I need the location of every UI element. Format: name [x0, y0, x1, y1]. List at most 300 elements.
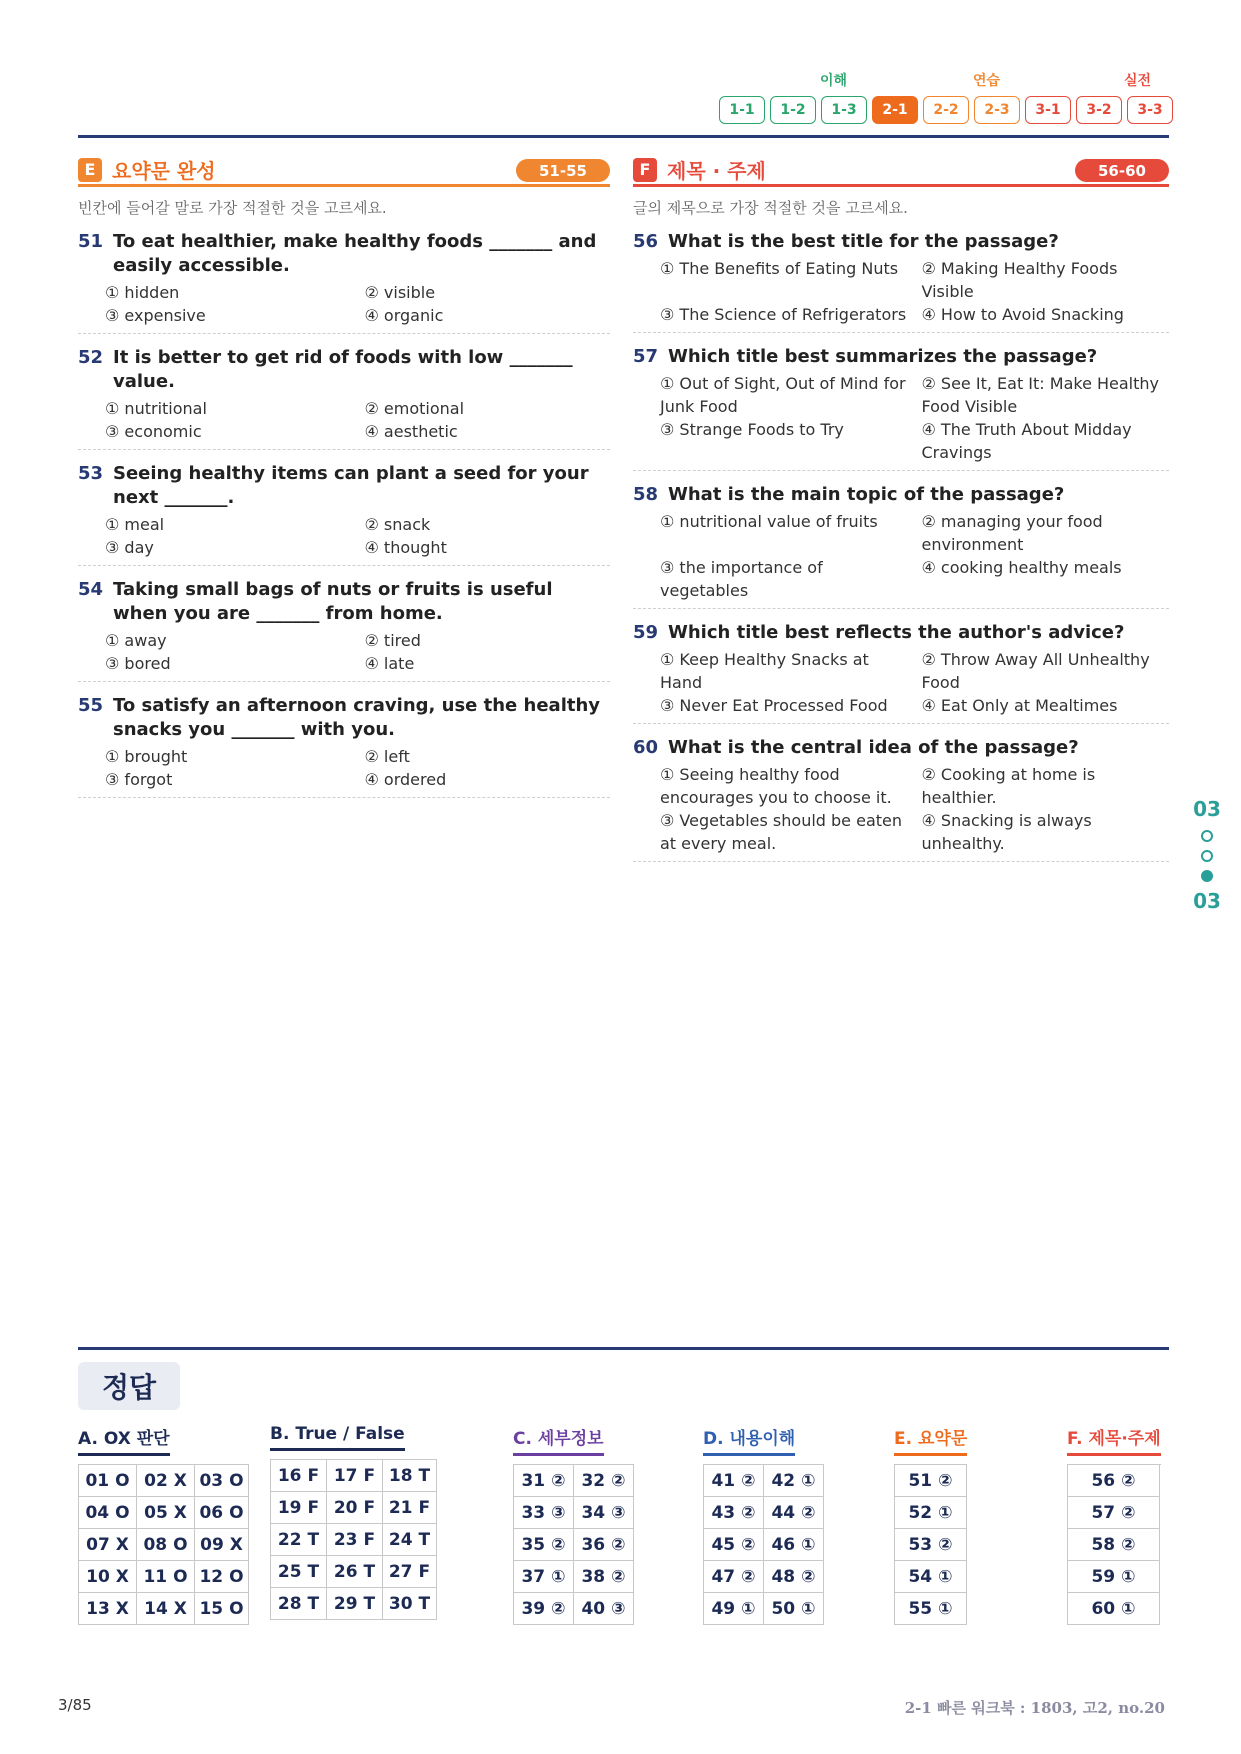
answer-number: 42	[771, 1470, 796, 1491]
answer-group	[703, 1424, 824, 1625]
question-stem	[633, 736, 1169, 760]
answer-number: 29	[333, 1593, 358, 1614]
question-59	[633, 621, 1169, 724]
answer-number: 31	[521, 1470, 546, 1491]
answer-cell	[271, 1588, 327, 1620]
answer-option[interactable]: ③ Strange Foods to Try	[660, 420, 844, 439]
answer-value: ②	[938, 1534, 953, 1555]
answer-cell	[704, 1529, 764, 1561]
answer-number: 13	[86, 1598, 110, 1619]
answer-value: X	[173, 1598, 187, 1619]
question-text: What is the main topic of the passage?	[668, 484, 1065, 505]
question-text: Taking small bags of nuts or fruits is useful when you are _______ from home.	[113, 579, 553, 624]
answer-cell	[383, 1556, 437, 1588]
answer-value: ②	[801, 1502, 816, 1523]
answer-cell	[1068, 1497, 1160, 1529]
answer-cell	[514, 1561, 574, 1593]
answer-cell	[137, 1561, 195, 1593]
answer-option[interactable]: ④ Snacking is always unhealthy.	[921, 811, 1092, 853]
answer-option[interactable]: ③ Never Eat Processed Food	[660, 696, 888, 715]
answer-value: O	[229, 1598, 244, 1619]
answer-option[interactable]: ② tired	[364, 631, 421, 650]
answer-cell	[195, 1561, 249, 1593]
answer-value: ②	[1121, 1470, 1136, 1491]
answer-number: 02	[144, 1470, 168, 1491]
answer-number: 20	[333, 1497, 358, 1518]
answer-value: ②	[741, 1502, 756, 1523]
answer-value: O	[173, 1534, 188, 1555]
answer-cell	[895, 1529, 967, 1561]
answer-option[interactable]: ① Seeing healthy food encourages you to choose it.	[660, 765, 892, 807]
answer-value: F	[307, 1497, 320, 1518]
answer-number: 48	[771, 1566, 796, 1587]
answer-option[interactable]: ④ thought	[364, 538, 447, 557]
answer-value: ②	[1121, 1534, 1136, 1555]
answer-number: 41	[711, 1470, 736, 1491]
answer-number: 30	[388, 1593, 413, 1614]
answer-cell	[704, 1497, 764, 1529]
question-number: 59	[633, 622, 659, 643]
answer-value: ②	[938, 1470, 953, 1491]
answer-number: 59	[1091, 1566, 1116, 1587]
question-57	[633, 345, 1169, 471]
answer-option[interactable]: ④ cooking healthy meals	[921, 558, 1122, 577]
answer-option[interactable]: ① brought	[105, 747, 188, 766]
answer-cell	[137, 1529, 195, 1561]
section-e-range: 51-55	[516, 159, 610, 182]
answer-value: ②	[741, 1566, 756, 1587]
answer-option[interactable]: ① hidden	[105, 283, 180, 302]
answer-value: X	[173, 1470, 187, 1491]
answer-option[interactable]: ② snack	[364, 515, 431, 534]
answer-value: F	[418, 1561, 431, 1582]
progress-dot-empty	[1201, 850, 1213, 862]
answer-number: 46	[771, 1534, 796, 1555]
answer-value: F	[363, 1497, 376, 1518]
answer-value: T	[363, 1593, 376, 1614]
answer-cell	[764, 1529, 824, 1561]
answer-number: 17	[333, 1465, 358, 1486]
answer-number: 28	[277, 1593, 302, 1614]
answer-value: T	[418, 1593, 431, 1614]
answer-group	[513, 1424, 634, 1625]
answer-cell	[514, 1593, 574, 1625]
answer-option[interactable]: ③ The Science of Refrigerators	[660, 305, 907, 324]
top-divider	[78, 135, 1169, 138]
question-53	[78, 462, 610, 566]
answer-value: ①	[551, 1566, 566, 1587]
answer-group	[1067, 1424, 1161, 1625]
question-number: 54	[78, 579, 104, 600]
answer-value: O	[229, 1566, 244, 1587]
question-stem	[78, 462, 610, 510]
answer-cell	[195, 1593, 249, 1625]
answer-number: 60	[1091, 1598, 1116, 1619]
answer-group	[78, 1424, 249, 1625]
section-e-instruction: 빈칸에 들어갈 말로 가장 적절한 것을 고르세요.	[78, 199, 387, 217]
answer-value: F	[307, 1465, 320, 1486]
question-54	[78, 578, 610, 682]
section-f-badge: F	[633, 158, 657, 182]
answer-value: O	[229, 1470, 244, 1491]
answer-cell	[79, 1593, 137, 1625]
section-e-title: 요약문 완성	[112, 159, 216, 183]
answer-value: X	[173, 1502, 187, 1523]
answer-number: 55	[908, 1598, 933, 1619]
answer-cell	[1068, 1465, 1160, 1497]
answer-cell	[271, 1556, 327, 1588]
answer-value: ③	[611, 1598, 626, 1619]
question-text: Which title best summarizes the passage?	[668, 346, 1098, 367]
question-number: 58	[633, 484, 659, 505]
step-3-2[interactable]: 3-2	[1076, 96, 1122, 124]
step-2-3[interactable]: 2-3	[974, 96, 1020, 124]
answer-number: 03	[199, 1470, 224, 1491]
question-number: 57	[633, 346, 659, 367]
answer-option[interactable]: ③ expensive	[105, 306, 206, 325]
answer-number: 36	[581, 1534, 606, 1555]
section-e	[78, 155, 610, 810]
answer-option[interactable]: ③ economic	[105, 422, 202, 441]
answer-number: 07	[86, 1534, 110, 1555]
chapter-number-top: 03	[1193, 797, 1221, 821]
answer-group	[894, 1424, 967, 1625]
answer-value: ②	[741, 1470, 756, 1491]
answer-cell	[574, 1561, 634, 1593]
question-stem	[78, 230, 610, 278]
answers-divider	[78, 1347, 1169, 1350]
answer-number: 05	[144, 1502, 168, 1523]
answer-option[interactable]: ③ bored	[105, 654, 171, 673]
answer-number: 23	[333, 1529, 358, 1550]
answer-cell	[195, 1465, 249, 1497]
answer-cell	[895, 1497, 967, 1529]
question-58	[633, 483, 1169, 609]
answer-number: 37	[521, 1566, 546, 1587]
answer-group-heading: A. OX 판단	[78, 1424, 170, 1456]
question-stem	[78, 578, 610, 626]
answer-option[interactable]: ② Throw Away All Unhealthy Food	[921, 650, 1150, 692]
answer-value: X	[115, 1598, 129, 1619]
question-number: 53	[78, 463, 104, 484]
answer-number: 50	[771, 1598, 796, 1619]
answer-option[interactable]: ④ late	[364, 654, 415, 673]
answer-number: 01	[85, 1470, 110, 1491]
answer-cell	[764, 1497, 824, 1529]
answer-cell	[514, 1497, 574, 1529]
answer-value: ②	[801, 1566, 816, 1587]
answer-cell	[895, 1561, 967, 1593]
answer-option[interactable]: ④ How to Avoid Snacking	[921, 305, 1124, 324]
answer-value: ②	[611, 1470, 626, 1491]
answer-cell	[764, 1465, 824, 1497]
question-stem	[633, 345, 1169, 369]
section-f-range: 56-60	[1075, 159, 1169, 182]
answer-value: X	[115, 1534, 129, 1555]
answer-value: T	[307, 1529, 320, 1550]
answer-option[interactable]: ② left	[364, 747, 410, 766]
step-1-2[interactable]: 1-2	[770, 96, 816, 124]
step-3-3[interactable]: 3-3	[1127, 96, 1173, 124]
answer-cell	[574, 1593, 634, 1625]
answer-value: O	[229, 1502, 244, 1523]
question-text: What is the central idea of the passage?	[668, 737, 1079, 758]
answer-value: ①	[1121, 1598, 1136, 1619]
answer-value: ①	[938, 1502, 953, 1523]
answer-cell	[327, 1524, 383, 1556]
question-number: 60	[633, 737, 659, 758]
question-51	[78, 230, 610, 334]
answer-cell	[327, 1460, 383, 1492]
answer-cell	[704, 1593, 764, 1625]
answer-number: 40	[581, 1598, 606, 1619]
section-f-header	[633, 155, 1169, 187]
answer-group-heading: B. True / False	[270, 1424, 405, 1451]
answer-value: F	[363, 1529, 376, 1550]
answer-number: 18	[388, 1465, 413, 1486]
answer-cell	[79, 1561, 137, 1593]
answer-value: T	[307, 1561, 320, 1582]
section-e-header	[78, 155, 610, 187]
answer-value: O	[173, 1566, 188, 1587]
answer-cell	[574, 1529, 634, 1561]
question-stem	[633, 621, 1169, 645]
answer-value: T	[363, 1561, 376, 1582]
answer-option[interactable]: ④ The Truth About Midday Cravings	[921, 420, 1132, 462]
answer-number: 16	[277, 1465, 302, 1486]
answer-option[interactable]: ④ ordered	[364, 770, 447, 789]
group-label-real: 실전	[1124, 73, 1152, 89]
answer-number: 09	[200, 1534, 224, 1555]
answer-cell	[327, 1492, 383, 1524]
answer-cell	[383, 1588, 437, 1620]
answer-option[interactable]: ③ Vegetables should be eaten at every meal.	[660, 811, 903, 853]
answer-number: 57	[1091, 1502, 1116, 1523]
answer-group	[270, 1424, 437, 1620]
step-2-1[interactable]: 2-1	[872, 96, 918, 124]
answer-option[interactable]: ③ the importance of vegetables	[660, 558, 823, 600]
answer-cell	[704, 1561, 764, 1593]
question-56	[633, 230, 1169, 333]
answer-value: T	[307, 1593, 320, 1614]
question-stem	[633, 483, 1169, 507]
answer-number: 52	[908, 1502, 933, 1523]
answer-number: 11	[143, 1566, 168, 1587]
answer-cell	[895, 1465, 967, 1497]
level-navigation	[723, 70, 1173, 118]
answer-number: 49	[711, 1598, 736, 1619]
question-text: Which title best reflects the author's advice?	[668, 622, 1125, 643]
answer-value: ①	[801, 1598, 816, 1619]
answer-option[interactable]: ② emotional	[364, 399, 465, 418]
answer-option[interactable]: ③ forgot	[105, 770, 173, 789]
answer-group-heading: F. 제목·주제	[1067, 1424, 1161, 1456]
step-3-1[interactable]: 3-1	[1025, 96, 1071, 124]
answer-number: 08	[143, 1534, 168, 1555]
answer-number: 32	[581, 1470, 606, 1491]
answer-option[interactable]: ① Out of Sight, Out of Mind for Junk Food	[660, 374, 906, 416]
answer-number: 35	[521, 1534, 546, 1555]
answer-cell	[271, 1460, 327, 1492]
answer-value: ①	[741, 1598, 756, 1619]
question-52	[78, 346, 610, 450]
answer-cell	[137, 1497, 195, 1529]
answer-option[interactable]: ④ organic	[364, 306, 444, 325]
answer-option[interactable]: ① Keep Healthy Snacks at Hand	[660, 650, 869, 692]
answer-cell	[514, 1529, 574, 1561]
answer-number: 24	[388, 1529, 413, 1550]
question-stem	[78, 346, 610, 394]
answer-number: 26	[333, 1561, 358, 1582]
answer-cell	[764, 1593, 824, 1625]
answer-number: 58	[1091, 1534, 1116, 1555]
progress-dot-empty	[1201, 830, 1213, 842]
source-label: 2-1 빠른 워크북 : 1803, 고2, no.20	[904, 1699, 1165, 1717]
answer-value: ②	[611, 1566, 626, 1587]
answers-title: 정답	[78, 1362, 180, 1410]
answer-value: O	[115, 1470, 130, 1491]
answer-option[interactable]: ① away	[105, 631, 167, 650]
answer-number: 34	[581, 1502, 606, 1523]
answer-option[interactable]: ② visible	[364, 283, 436, 302]
answer-cell	[327, 1588, 383, 1620]
question-stem	[633, 230, 1169, 254]
answer-number: 53	[908, 1534, 933, 1555]
answer-cell	[327, 1556, 383, 1588]
answer-value: X	[115, 1566, 129, 1587]
answer-value: O	[115, 1502, 130, 1523]
answer-cell	[704, 1465, 764, 1497]
question-number: 52	[78, 347, 104, 368]
question-text: What is the best title for the passage?	[668, 231, 1059, 252]
answer-value: ③	[551, 1502, 566, 1523]
answer-cell	[383, 1460, 437, 1492]
answer-option[interactable]: ④ aesthetic	[364, 422, 458, 441]
chapter-number-bottom: 03	[1193, 889, 1221, 913]
answer-cell	[574, 1465, 634, 1497]
answer-number: 12	[199, 1566, 224, 1587]
answer-cell	[195, 1529, 249, 1561]
question-55	[78, 694, 610, 798]
answer-number: 47	[711, 1566, 736, 1587]
answer-number: 06	[199, 1502, 224, 1523]
answer-cell	[383, 1524, 437, 1556]
answer-value: F	[418, 1497, 431, 1518]
answer-value: ②	[741, 1534, 756, 1555]
answer-value: T	[418, 1529, 431, 1550]
answer-value: ②	[551, 1470, 566, 1491]
answer-number: 19	[277, 1497, 302, 1518]
answer-value: T	[418, 1465, 431, 1486]
answer-value: ②	[611, 1534, 626, 1555]
answer-number: 51	[908, 1470, 933, 1491]
answer-cell	[79, 1529, 137, 1561]
step-1-1[interactable]: 1-1	[719, 96, 765, 124]
answer-number: 45	[711, 1534, 736, 1555]
question-stem	[78, 694, 610, 742]
answer-cell	[137, 1465, 195, 1497]
answer-cell	[79, 1465, 137, 1497]
section-e-badge: E	[78, 158, 102, 182]
section-f-title: 제목 · 주제	[667, 159, 766, 183]
answer-value: ①	[801, 1470, 816, 1491]
answer-number: 15	[199, 1598, 224, 1619]
answer-option[interactable]: ③ day	[105, 538, 154, 557]
answer-value: ①	[801, 1534, 816, 1555]
answer-option[interactable]: ② See It, Eat It: Make Healthy Food Visible	[921, 374, 1160, 416]
question-number: 55	[78, 695, 104, 716]
question-number: 56	[633, 231, 659, 252]
step-2-2[interactable]: 2-2	[923, 96, 969, 124]
question-text: Seeing healthy items can plant a seed for your next _______.	[113, 463, 589, 508]
answer-option[interactable]: ① nutritional	[105, 399, 207, 418]
answer-number: 56	[1091, 1470, 1116, 1491]
answer-cell	[514, 1465, 574, 1497]
answer-number: 04	[85, 1502, 110, 1523]
answer-cell	[383, 1492, 437, 1524]
answer-option[interactable]: ④ Eat Only at Mealtimes	[921, 696, 1118, 715]
answer-cell	[1068, 1529, 1160, 1561]
question-number: 51	[78, 231, 104, 252]
answer-option[interactable]: ② managing your food environment	[921, 512, 1103, 554]
answer-number: 54	[908, 1566, 933, 1587]
answer-option[interactable]: ② Making Healthy Foods Visible	[921, 259, 1118, 301]
progress-dot-filled	[1201, 870, 1213, 882]
answer-number: 10	[86, 1566, 110, 1587]
answer-option[interactable]: ① nutritional value of fruits	[660, 512, 878, 531]
answer-option[interactable]: ① meal	[105, 515, 165, 534]
answer-value: F	[363, 1465, 376, 1486]
answer-cell	[764, 1561, 824, 1593]
answer-cell	[271, 1492, 327, 1524]
answer-value: ③	[611, 1502, 626, 1523]
answer-value: ②	[551, 1534, 566, 1555]
answer-number: 21	[388, 1497, 413, 1518]
answer-number: 39	[521, 1598, 546, 1619]
question-text: To satisfy an afternoon craving, use the healthy snacks you _______ with you.	[113, 695, 601, 740]
answer-number: 22	[277, 1529, 302, 1550]
answer-cell	[574, 1497, 634, 1529]
group-label-understand: 이해	[820, 73, 848, 89]
answer-cell	[1068, 1561, 1160, 1593]
answer-cell	[895, 1593, 967, 1625]
answer-value: ①	[938, 1598, 953, 1619]
answer-number: 43	[711, 1502, 736, 1523]
group-label-practice: 연습	[973, 73, 1001, 89]
answer-number: 14	[144, 1598, 168, 1619]
chapter-marker	[1188, 796, 1226, 914]
answer-number: 27	[388, 1561, 413, 1582]
answer-value: ①	[938, 1566, 953, 1587]
answer-number: 38	[581, 1566, 606, 1587]
page-number: 3/85	[58, 1696, 92, 1714]
answer-cell	[1068, 1593, 1160, 1625]
answer-number: 44	[771, 1502, 796, 1523]
answer-value: X	[229, 1534, 243, 1555]
answer-group-heading: E. 요약문	[894, 1424, 967, 1456]
answer-option[interactable]: ① The Benefits of Eating Nuts	[660, 259, 899, 278]
answer-number: 33	[521, 1502, 546, 1523]
answer-option[interactable]: ② Cooking at home is healthier.	[921, 765, 1096, 807]
answer-cell	[271, 1524, 327, 1556]
section-f-instruction: 글의 제목으로 가장 적절한 것을 고르세요.	[633, 199, 908, 217]
answer-value: ②	[1121, 1502, 1136, 1523]
step-1-3[interactable]: 1-3	[821, 96, 867, 124]
answer-value: ②	[551, 1598, 566, 1619]
answer-cell	[79, 1497, 137, 1529]
answer-value: ①	[1121, 1566, 1136, 1587]
answer-number: 25	[277, 1561, 302, 1582]
